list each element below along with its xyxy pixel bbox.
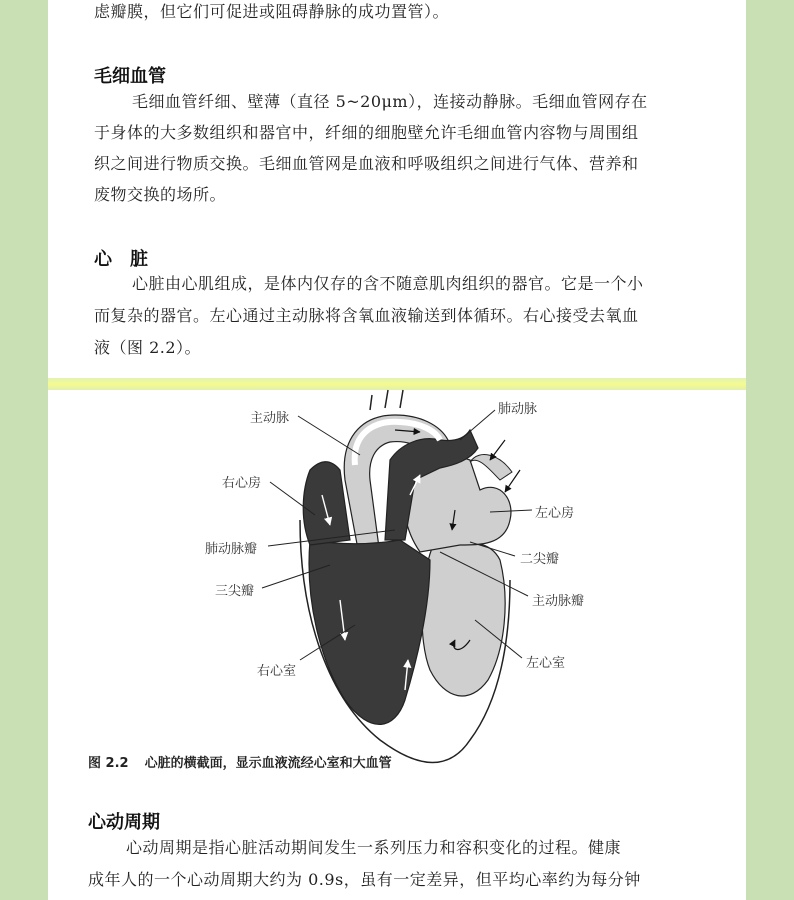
heart-heading: 心 脏 (94, 249, 148, 270)
right-atrium-shape (303, 462, 350, 545)
heart-line-2: 而复杂的器官。左心通过主动脉将含氧血液输送到体循环。右心接受去氧血 (94, 306, 639, 325)
label-right-ventricle: 右心室 (257, 664, 297, 679)
figure-caption-text: 心脏的横截面，显示血液流经心室和大血管 (144, 756, 392, 771)
left-ventricle-shape (422, 543, 505, 696)
label-left-atrium: 左心房 (535, 506, 575, 521)
leader-pulmonary-artery (460, 410, 495, 440)
label-pulmonary-artery: 肺动脉 (498, 402, 538, 417)
label-mitral-valve: 二尖瓣 (520, 552, 560, 567)
right-ventricle-shape (309, 540, 430, 724)
heart-line-1: 心脏由心肌组成，是体内仅存的含不随意肌肉组织的器官。它是一个小 (132, 274, 644, 293)
heart-line-3: 液（图 2.2）。 (94, 338, 202, 357)
capillary-line-2: 于身体的大多数组织和器官中，纤细的细胞壁允许毛细血管内容物与周围组 (94, 123, 639, 142)
leader-aorta (298, 416, 360, 455)
capillary-heading: 毛细血管 (94, 66, 166, 87)
label-pulmonary-valve: 肺动脉瓣 (205, 542, 258, 557)
aortic-arch-branches (370, 390, 403, 410)
label-left-ventricle: 左心室 (526, 656, 566, 671)
label-aorta: 主动脉 (250, 411, 290, 426)
capillary-line-4: 废物交换的场所。 (94, 185, 227, 204)
cardiac-cycle-line-1: 心动周期是指心脏活动期间发生一系列压力和容积变化的过程。健康 (126, 838, 622, 857)
figure-caption (88, 752, 392, 771)
label-aortic-valve: 主动脉瓣 (532, 594, 585, 609)
label-tricuspid-valve: 三尖瓣 (215, 584, 255, 599)
capillary-line-1: 毛细血管纤细、壁薄（直径 5~20μm），连接动静脉。毛细血管网存在 (132, 92, 648, 111)
cardiac-cycle-line-2: 成年人的一个心动周期大约为 0.9s，虽有一定差异，但平均心率约为每分钟 (88, 870, 641, 889)
cardiac-cycle-heading: 心动周期 (88, 812, 160, 833)
label-right-atrium: 右心房 (222, 476, 262, 491)
figure-caption-number: 图 2.2 (88, 756, 129, 771)
top-fragment-text: 虑瓣膜，但它们可促进或阻碍静脉的成功置管）。 (94, 2, 450, 21)
capillary-line-3: 织之间进行物质交换。毛细血管网是血液和呼吸组织之间进行气体、营养和 (94, 154, 639, 173)
